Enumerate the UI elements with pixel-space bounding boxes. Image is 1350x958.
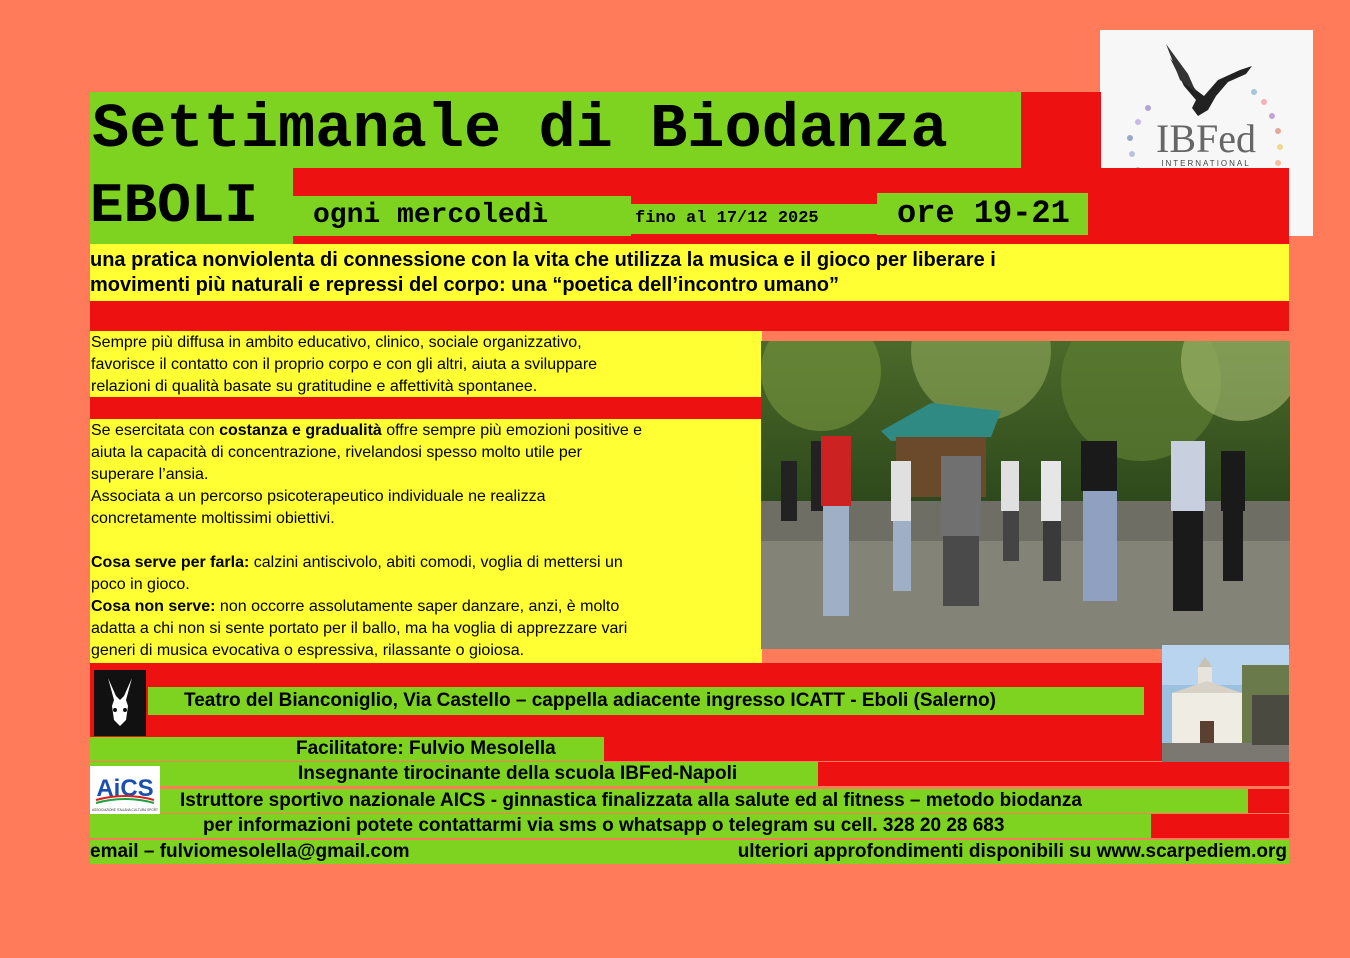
email-link[interactable]: email – fulviomesolella@gmail.com: [90, 840, 468, 864]
intro-line-2: movimenti più naturali e repressi del corpo: una “poetica dell’incontro umano”: [90, 274, 840, 296]
text-line: [91, 552, 761, 574]
city-name: EBOLI: [90, 168, 293, 244]
ibfed-text: IBFed: [1156, 116, 1256, 161]
text-line: Sempre più diffusa in ambito educativo, clinico, sociale organizzativo,: [91, 334, 582, 351]
text-span: non occorre assolutamente saper danzare, anzi, è molto: [215, 598, 620, 615]
intro-block: [90, 244, 1289, 301]
church-photo: [1162, 645, 1289, 762]
text-line: aiuta la capacità di concentrazione, rivelandosi spesso molto utile per: [91, 444, 582, 461]
text-span: calzini antiscivolo, abiti comodi, voglia di mettersi un: [249, 554, 623, 571]
dance-circle-photo: [761, 341, 1290, 649]
instructor-line: Istruttore sportivo nazionale AICS - ginnastica finalizzata alla salute ed al fitness – metodo biodanza: [160, 789, 1248, 813]
rabbit-logo: [94, 670, 146, 736]
text-line: concretamente moltissimi obiettivi.: [91, 510, 335, 527]
aics-subtitle: ASSOCIAZIONE ITALIANA CULTURA SPORT: [92, 808, 158, 812]
title-red-fill: [1021, 92, 1101, 168]
ibfed-international: INTERNATIONAL: [1161, 159, 1251, 168]
bold-span: Cosa serve per farla:: [91, 554, 250, 571]
red-band: [90, 301, 1289, 331]
schedule-until: fino al 17/12 2025: [631, 204, 877, 234]
red-fill: [1151, 814, 1289, 838]
text-span: Se esercitata con: [91, 422, 220, 439]
text-line: superare l’ansia.: [91, 466, 209, 483]
text-line: generi di musica evocativa o espressiva, rilassante o gioiosa.: [91, 642, 525, 659]
contact-info-line: per informazioni potete contattarmi via sms o whatsapp o telegram su cell. 328 20 28 683: [90, 814, 1151, 838]
red-fill: [604, 737, 1162, 761]
aics-text: AiCS: [96, 775, 154, 802]
bold-span: Cosa non serve:: [91, 598, 216, 615]
bold-span: costanza e gradualità: [219, 422, 382, 439]
text-line: relazioni di qualità basate su gratitudine e affettività spontanee.: [91, 378, 538, 395]
paragraph-diffusion: [91, 332, 761, 398]
facilitator-line: Facilitatore: Fulvio Mesolella: [90, 737, 604, 761]
text-line: favorisce il contatto con il proprio corpo e con gli altri, aiuta a sviluppare: [91, 356, 598, 373]
schedule-day: ogni mercoledì: [293, 196, 631, 236]
venue-address: Teatro del Bianconiglio, Via Castello – cappella adiacente ingresso ICATT - Eboli (Salerno): [148, 687, 1144, 715]
intro-line-1: una pratica nonviolenta di connessione con la vita che utilizza la musica e il gioco per liberare i: [90, 249, 996, 271]
red-fill: [818, 762, 1289, 786]
text-line: poco in gioco.: [91, 576, 190, 593]
red-fill: [1248, 789, 1289, 813]
page-title: Settimanale di Biodanza: [90, 92, 1021, 168]
schedule-hours: ore 19-21: [877, 193, 1088, 235]
aics-logo: [90, 766, 160, 814]
paragraph-benefits: [91, 420, 761, 662]
text-line: [91, 596, 761, 618]
text-line: [91, 420, 761, 442]
website-link[interactable]: ulteriori approfondimenti disponibili su www.scarpediem.org: [468, 840, 1289, 864]
text-span: offre sempre più emozioni positive e: [381, 422, 643, 439]
text-line: Associata a un percorso psicoterapeutico individuale ne realizza: [91, 488, 546, 505]
trainee-line: Insegnante tirocinante della scuola IBFed-Napoli: [90, 762, 818, 786]
text-line: adatta a chi non si sente portato per il ballo, ma ha voglia di apprezzare vari: [91, 620, 628, 637]
